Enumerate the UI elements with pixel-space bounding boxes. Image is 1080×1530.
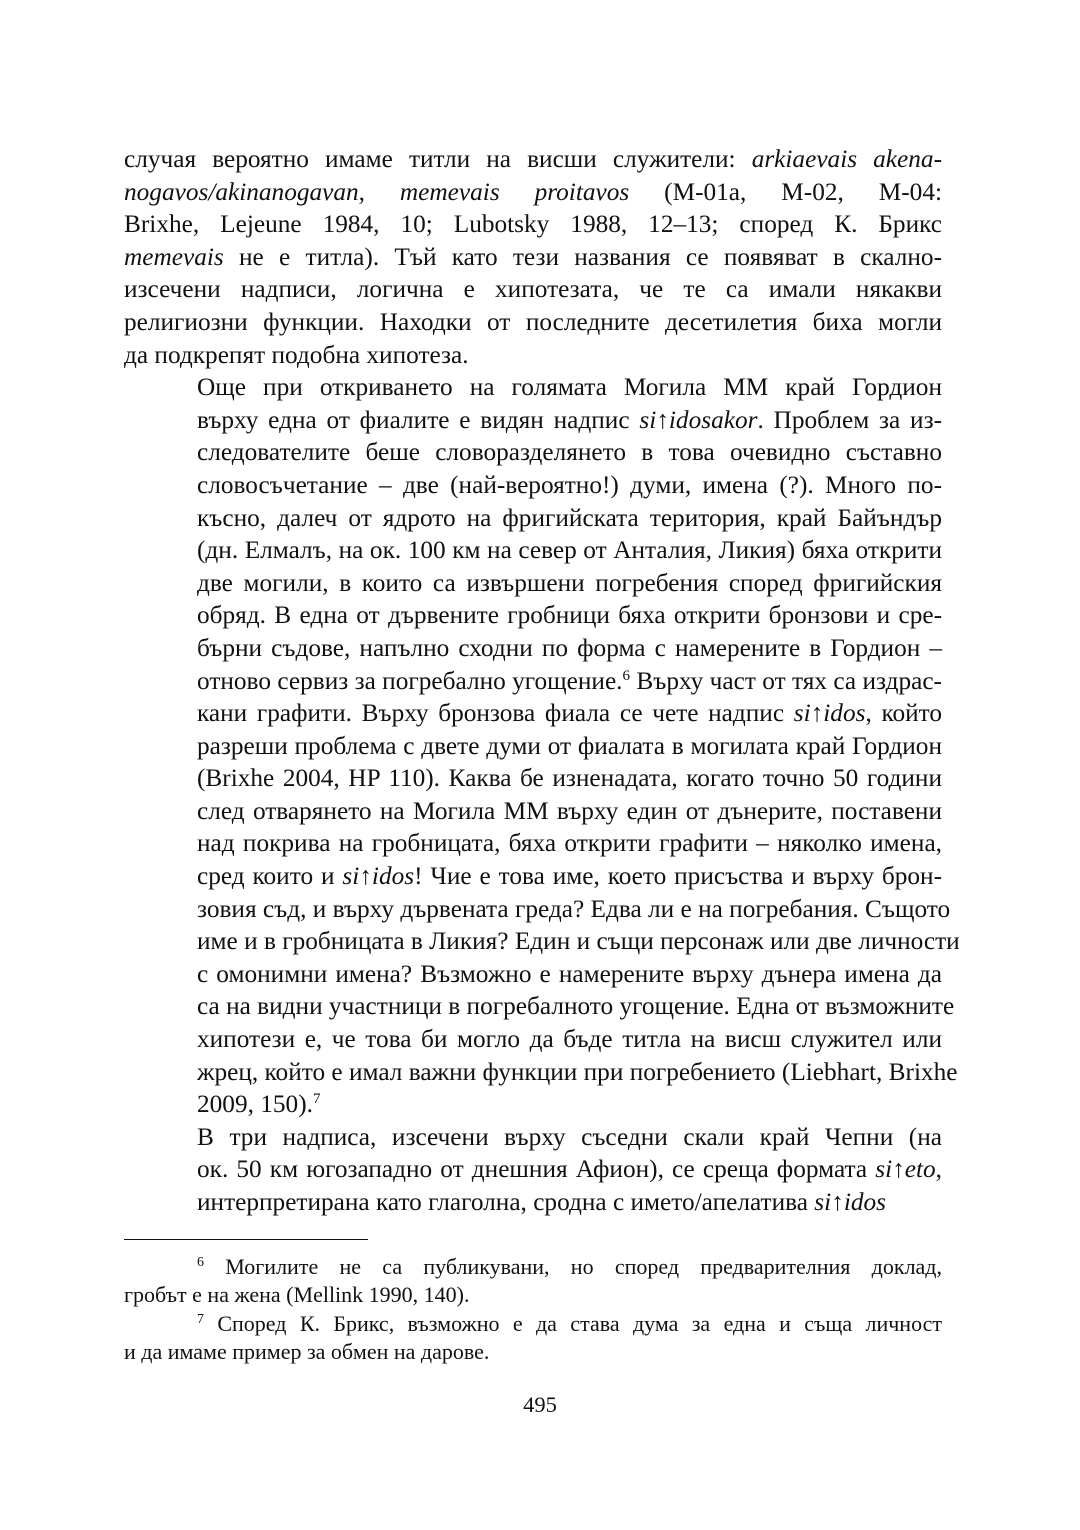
text-run: да подкрепят подобна хипотеза. (124, 340, 469, 369)
text-run: ! Чие е това име, което присъства и върху брон- (414, 862, 943, 891)
text-run: обряд. В една от дървените гробници бяха открити бронзови и сре- (197, 601, 942, 630)
paragraph (124, 1121, 942, 1219)
italic-term: si↑idos (342, 862, 415, 891)
text-run: отново сервиз за погребално угощение. (197, 666, 623, 695)
text-run: гробът е на жена (Mellink 1990, 140). (124, 1282, 470, 1308)
text-line (124, 697, 942, 730)
text-run: са на видни участници в погребалното угощение. Една от възможните (197, 992, 955, 1021)
italic-term: memevais (124, 242, 224, 271)
text-line (124, 436, 942, 469)
italic-term: si↑idos (793, 699, 866, 728)
text-run: сред които и (197, 862, 343, 891)
text-run: (дн. Елмалъ, на ок. 100 км на север от Анталия, Ликия) бяха открити (197, 536, 942, 565)
text-line (124, 1088, 942, 1121)
text-run: Още при откриването на голямата Могила ММ край Гордион (197, 373, 942, 402)
text-run: след отварянето на Могила ММ върху един от дънерите, поставени (197, 796, 942, 825)
text-line (124, 502, 942, 535)
text-run: зовия съд, и върху дървената греда? Едва ли е на погребания. Същото (197, 894, 951, 923)
footnote-marker: 7 (197, 1311, 204, 1327)
text-line (124, 795, 942, 828)
text-run: над покрива на гробницата, бяха открити графити – няколко имена, (197, 829, 942, 858)
text-run: и да имаме пример за обмен на дарове. (124, 1339, 490, 1365)
text-line (124, 176, 942, 209)
text-line (124, 241, 942, 274)
footnote-line (124, 1253, 942, 1281)
text-line (124, 925, 960, 958)
footnotes (124, 1253, 942, 1367)
footnote (124, 1253, 942, 1310)
footnote-line (124, 1310, 942, 1338)
text-line (124, 599, 942, 632)
text-line (124, 339, 942, 372)
text-line (124, 632, 942, 665)
text-run: кани графити. Върху бронзова фиала се чете надпис (197, 699, 794, 728)
text-line (124, 958, 942, 991)
paragraph (124, 371, 960, 1121)
text-run: В три надписа, изсечени върху съседни скали край Чепни (на (197, 1122, 942, 1151)
text-run: Според К. Брикс, възможно е да става дума за една и съща личност (204, 1310, 942, 1336)
italic-term: arkiaevais akena- (751, 145, 942, 173)
italic-term: si↑eto (875, 1155, 936, 1184)
footnote-line (124, 1281, 942, 1309)
page-number: 495 (523, 1392, 557, 1417)
text-line (124, 469, 942, 502)
text-run: бърни съдове, напълно сходни по форма с намерените в Гордион – (197, 633, 942, 662)
text-line (124, 730, 942, 763)
text-run: Brixhe, Lejeune 1984, 10; Lubotsky 1988, 12–13; според К. Брикс (124, 210, 942, 239)
text-run: върху една от фиалите е видян надпис (197, 405, 640, 434)
text-run: случая вероятно имаме титли на висши служители: (124, 145, 752, 173)
text-line (124, 371, 942, 404)
text-line (124, 404, 942, 437)
paragraph (124, 143, 942, 371)
text-line (124, 534, 942, 567)
text-run: Могилите не са публикувани, но според предварителния доклад, (204, 1254, 942, 1279)
text-line (124, 762, 942, 795)
text-line (124, 143, 942, 176)
footnote (124, 1310, 942, 1367)
text-line (124, 1023, 942, 1056)
text-run: 2009, 150). (197, 1090, 313, 1119)
text-line (124, 567, 942, 600)
main-text (124, 143, 960, 1219)
text-line (124, 208, 942, 241)
text-run: изсечени надписи, логична е хипотезата, че те са имали някакви (124, 275, 942, 304)
text-run: не е титла). Тъй като тези названия се появяват в скално- (223, 242, 942, 271)
text-line (124, 306, 942, 339)
italic-term: nogavos/akinanogavan, memevais proitavos (124, 177, 630, 206)
text-line (124, 665, 942, 698)
text-run: Върху част от тях са издрас- (630, 666, 942, 695)
text-run: , (935, 1155, 942, 1184)
footnote-separator (124, 1239, 368, 1240)
text-run: интерпретирана като глаголна, сродна с името/апелатива (197, 1188, 815, 1216)
footnote-marker: 6 (622, 667, 630, 684)
footnote-marker: 7 (312, 1091, 321, 1108)
text-line (124, 893, 951, 926)
text-run: (Brixhe 2004, HP 110). Каква бе изненадата, когато точно 50 години (197, 764, 942, 793)
text-run: , който (865, 699, 943, 728)
text-run: хипотези е, че това би могло да бъде титла на висш служител или (197, 1025, 942, 1054)
italic-term: si↑idosakor (639, 405, 758, 434)
text-run: словосъчетание – две (най-вероятно!) думи, имена (?). Много по- (197, 470, 942, 499)
footnote-line (124, 1338, 942, 1366)
text-run: (M-01a, M-02, M-04: (629, 177, 942, 206)
text-run: . Проблем за из- (757, 405, 942, 434)
text-run: религиозни функции. Находки от последните десетилетия биха могли (124, 307, 942, 336)
text-run: късно, далеч от ядрото на фригийската територия, край Байъндър (197, 503, 942, 532)
text-line (124, 1121, 942, 1154)
text-run: ок. 50 км югозападно от днешния Афион), се среща формата (197, 1155, 876, 1184)
text-run: следователите беше словоразделянето в това очевидно съставно (197, 438, 942, 467)
text-line (124, 1153, 942, 1186)
text-run: разреши проблема с двете думи от фиалата в могилата край Гордион (197, 731, 942, 760)
text-run: жрец, който е имал важни функции при погребението (Liebhart, Brixhe (197, 1057, 958, 1086)
text-line (124, 273, 942, 306)
text-line (124, 1186, 942, 1219)
text-run: с омонимни имена? Възможно е намерените върху дънера имена да (197, 959, 942, 988)
text-line (124, 860, 942, 893)
text-run: две могили, в които са извършени погребения според фригийския (197, 568, 942, 597)
text-line (124, 990, 955, 1023)
text-line (124, 827, 942, 860)
footnote-marker: 6 (197, 1255, 204, 1270)
italic-term: si↑idos (814, 1188, 886, 1216)
text-run: име и в гробницата в Ликия? Един и същи персонаж или две личности (197, 927, 960, 956)
text-line (124, 1056, 958, 1089)
